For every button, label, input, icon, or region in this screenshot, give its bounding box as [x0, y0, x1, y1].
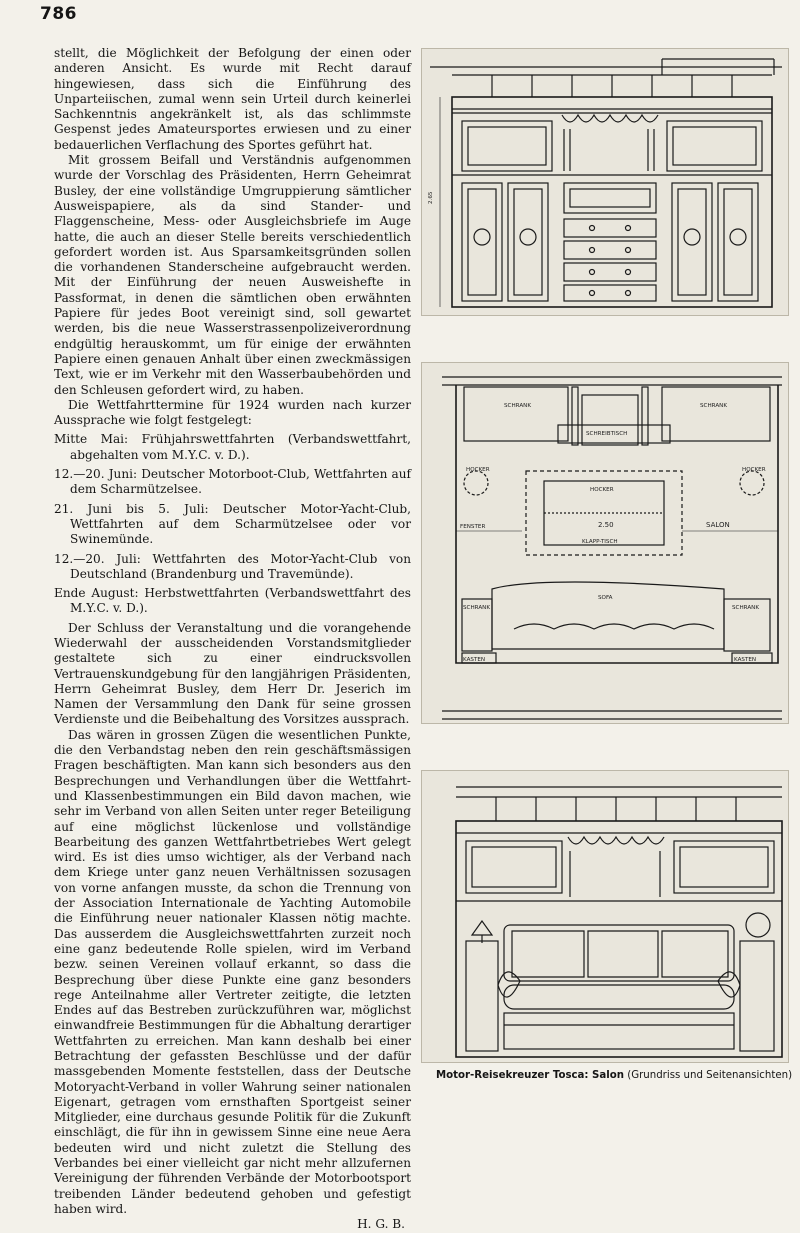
- race-date-item: Mitte Mai: Frühjahrswettfahrten (Verbandswettfahrt, abgehalten vom M.Y.C. v. D.).: [54, 432, 411, 462]
- plan-label-kasten-left: KASTEN: [463, 657, 486, 663]
- race-date-item: 12.—20. Juni: Deutscher Motorboot-Club, Wettfahrten auf dem Scharmützelsee.: [54, 467, 411, 497]
- plan-label-schrank-low-left: SCHRANK: [463, 605, 491, 611]
- article-column: [54, 46, 411, 1233]
- article-paragraph: Der Schluss der Veranstaltung und die vorangehende Wiederwahl der ausscheidenden Vorstandsmitglieder gestaltete sich zu einer eindrucksvollen Vertrauenskundgebung für den langjährigen Präsidenten, Herrn Geheimrat Busley, dem Herr Dr. Jeserich im Namen der Versammlung den Dank für seine grossen Verdienste und die Beibehaltung des Vorsitzes aussprach.: [54, 620, 411, 727]
- author-signature: H. G. B.: [357, 1217, 405, 1232]
- article-paragraph: Mit grossem Beifall und Verständnis aufgenommen wurde der Vorschlag des Präsidenten, Herrn Geheimrat Busley, der eine vollständige Umgruppierung sämtlicher Ausweispapiere, als da sind Stander- und Flaggenscheine, Mess- oder Ausgleichsbriefe im Auge hatte, die auch an dieser Stelle bereits verschiedentlich gefordert worden ist. Aus Sparsamkeitsgründen sollen die vorhandenen Standerscheine aufgebraucht werden. Mit der Einführung der neuen Ausweishefte in Passformat, in denen die sämtlichen oben erwähnten Papiere für jedes Boot vereinigt sind, soll gewartet werden, bis die neue Wasserstrassenpolizeiverordnung endgültig herauskommt, um für einige der erwähnten Papiere einen genauen Anhalt über einen zweckmässigen Text, wie er im Verkehr mit den Wasserbaubehörden und den Schleusen gefordert wird, zu haben.: [54, 153, 411, 397]
- race-dates-list: [54, 432, 411, 616]
- race-date-item: 12.—20. Juli: Wettfahrten des Motor-Yacht-Club von Deutschland (Brandenburg und Travemünde).: [54, 551, 411, 581]
- plan-label-fenster: FENSTER: [460, 524, 486, 530]
- salon-elevation-sofa: [421, 770, 789, 1063]
- plan-label-schrank-right: SCHRANK: [700, 403, 728, 409]
- elevation-dimension: 2.65: [428, 191, 434, 204]
- plan-label-klapptisch: KLAPP-TISCH: [582, 539, 618, 545]
- figure-caption: [436, 1070, 796, 1081]
- plan-label-hocker-center: HOCKER: [590, 487, 614, 493]
- race-date-item: Ende August: Herbstwettfahrten (Verbandswettfahrt des M.Y.C. v. D.).: [54, 586, 411, 616]
- caption-subtitle: (Grundriss und Seitenansichten): [627, 1070, 793, 1081]
- plan-label-schrank-left: SCHRANK: [504, 403, 532, 409]
- sofa-elevation-drawing: [422, 771, 788, 1062]
- plan-label-hocker-left: HOCKER: [466, 467, 490, 473]
- plan-label-hocker-right: HOCKER: [742, 467, 766, 473]
- caption-title: Motor-Reisekreuzer Tosca: Salon: [436, 1070, 624, 1081]
- cabinet-elevation-drawing: [422, 49, 788, 315]
- article-paragraph: stellt, die Möglichkeit der Befolgung der einen oder anderen Ansicht. Es wurde mit Recht darauf hingewiesen, dass sich die Einführung des Unparteiischen, zumal wenn sein Urteil durch keinerlei Sachkenntnis angekränkelt ist, als das schlimmste Gespenst jedes Amateursportes erwiesen und zu einer bedauerlichen Verflachung des Sportes geführt hat.: [54, 46, 411, 152]
- page-number: 786: [40, 4, 77, 24]
- plan-label-kasten-right: KASTEN: [734, 657, 757, 663]
- plan-label-schrank-low-right: SCHRANK: [732, 605, 760, 611]
- plan-label-schreibtisch: SCHREIBTISCH: [586, 431, 628, 437]
- salon-elevation-cabinets: [421, 48, 789, 316]
- race-date-item: 21. Juni bis 5. Juli: Deutscher Motor-Yacht-Club, Wettfahrten auf dem Scharmützelsee oder vor Swinemünde.: [54, 501, 411, 547]
- plan-label-sofa: SOFA: [598, 595, 613, 601]
- plan-label-salon: SALON: [706, 521, 730, 529]
- salon-floor-plan: [421, 362, 789, 724]
- floor-plan-drawing: [422, 363, 788, 723]
- article-paragraph: Die Wettfahrttermine für 1924 wurden nach kurzer Aussprache wie folgt festgelegt:: [54, 397, 411, 428]
- signature-row: [54, 1217, 411, 1232]
- article-paragraph: Das wären in grossen Zügen die wesentlichen Punkte, die den Verbandstag neben den rein geschäftsmässigen Fragen beschäftigten. Man kann sich besonders aus den Besprechungen und Verhandlungen über die Wettfahrt- und Klassenbestimmungen ein Bild davon machen, wie sehr im Verband von allen Seiten unter reger Beteiligung auf eine möglichst lückenlose und vollständige Bearbeitung des ganzen Wettfahrtbetriebes Wert gelegt wird. Es ist dies umso wichtiger, als der Verband nach dem Kriege unter ganz neuen Verhältnissen sozusagen von vorne anfangen musste, da schon die Trennung von der Association Internationale de Yachting Automobile die Einführung neuer nationaler Klassen nötig machte. Das ausserdem die Ausgleichswettfahrten zurzeit noch eine ganz bedeutende Rolle spielen, wird im Verband bezw. seinen Vereinen vollauf erkannt, so dass die Besprechung über diese Punkte eine ganz besonders rege Anteilnahme aller Vertreter zeitigte, die letzten Endes auf das Bestreben zurückzuführen war, möglichst einwandfreie Bestimmungen für die Abhaltung derartiger Wettfahrten zu erreichen. Man kann deshalb bei einer Betrachtung der gefassten Beschlüsse und der dafür massgebenden Momente feststellen, dass der Deutsche Motoryacht-Verband in voller Wahrung seiner nationalen Eigenart, getragen vom ernsthaften Sportgeist seiner Mitglieder, eine durchaus gesunde Politik für die Zukunft einschlägt, die für ihn in gewissem Sinne eine neue Aera bedeuten wird und nicht zuletzt die Stellung des Verbandes bei einer vielleicht gar nicht mehr allzufernen Vereinigung der führenden Verbände der Motorbootsport treibenden Länder bedeutend gehoben und gefestigt haben wird.: [54, 727, 411, 1216]
- plan-label-dimension: 2.50: [598, 521, 614, 529]
